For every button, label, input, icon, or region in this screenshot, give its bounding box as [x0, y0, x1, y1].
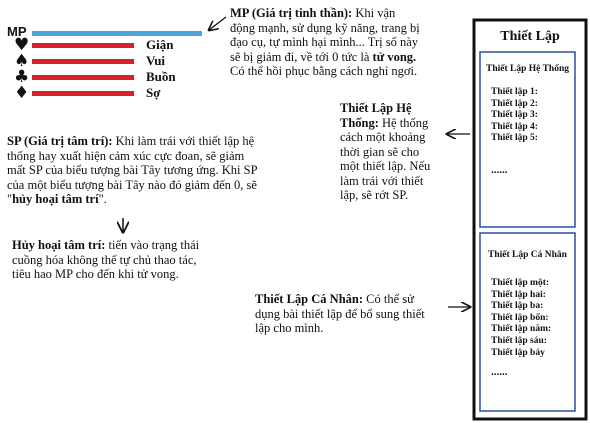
personal-note-title: Thiết Lập Cá Nhân:: [255, 292, 364, 306]
setting-slot: Thiết lập bốn:: [491, 312, 549, 323]
destroy-note-title: Hủy hoại tâm trí:: [12, 238, 106, 252]
emotion-label: Giận: [146, 37, 174, 52]
setting-slot: Thiết lập năm:: [491, 324, 552, 335]
emotion-bar: [32, 43, 134, 48]
emotion-label: Buồn: [146, 69, 176, 84]
setting-slot: Thiết lập 3:: [491, 110, 538, 121]
emotion-bar: [32, 91, 134, 96]
mp-label: MP: [7, 24, 27, 39]
mp-bar: [32, 31, 202, 36]
emotion-label: Vui: [146, 53, 166, 68]
diamond-icon: ♦: [14, 83, 30, 103]
personal-items-list: [491, 278, 551, 359]
sp-note-title: SP (Giá trị tâm trí):: [7, 134, 113, 148]
setting-slot: Thiết lập bảy: [491, 347, 545, 358]
system-items-list: [491, 87, 538, 145]
emotion-bar: [32, 75, 134, 80]
setting-slot: Thiết lập sáu:: [491, 335, 547, 346]
setting-slot: Thiết lập 5:: [491, 133, 538, 144]
personal-more: ......: [491, 366, 508, 378]
personal-box-title: Thiết Lập Cá Nhân: [488, 250, 567, 260]
setting-slot: Thiết lập 1:: [491, 87, 538, 97]
setting-slot: Thiết lập 4:: [491, 121, 538, 132]
system-more: ......: [491, 164, 508, 176]
spade-icon: ♠: [14, 51, 30, 71]
mp-note: MP (Giá trị tinh thần): Khi vận động mạnh, sử dụng kỹ năng, trang bị đạo cụ, tự mình hại mình... Trị số này sẽ bị giảm đi, về tới 0 tức là tử vong. Có thể hồi phục bằng cách nghỉ ngơi.: [230, 6, 420, 78]
setting-slot: Thiết lập một:: [491, 278, 550, 288]
sp-note: SP (Giá trị tâm trí): Khi làm trái với thiết lập hệ thống hay xuất hiện cảm xúc cực đoan, sẽ giảm mất SP của biểu tượng bài Tây tương ứng. Khi SP của một biểu tượng bài Tây nào đó giảm đến 0, sẽ "hủy hoại tâm trí".: [7, 134, 258, 206]
heart-icon: ♥: [14, 35, 30, 55]
system-box-title: Thiết Lập Hệ Thống: [486, 64, 569, 74]
club-icon: ♣: [14, 67, 30, 87]
destroy-note: Hủy hoại tâm trí: tiến vào trạng thái cuồng hóa không thể tự chủ thao tác, tiêu hao MP cho đến khi tử vong.: [12, 238, 200, 281]
setting-slot: Thiết lập hai:: [491, 289, 546, 300]
mp-arrow: [209, 17, 226, 30]
system-note: Thiết Lập Hệ Thống: Hệ thống cách một khoảng thời gian sẽ cho một thiết lập. Nếu làm trái với thiết lập, sẽ rớt SP.: [340, 101, 431, 202]
personal-note: Thiết Lập Cá Nhân: Có thể sử dụng bài thiết lập để bổ sung thiết lập cho mình.: [255, 292, 425, 335]
panel-title: Thiết Lập: [500, 29, 560, 44]
mp-note-title: MP (Giá trị tinh thần):: [230, 6, 353, 20]
emotion-bar: [32, 59, 134, 64]
setting-slot: Thiết lập ba:: [491, 301, 544, 312]
setting-slot: Thiết lập 2:: [491, 98, 538, 109]
emotion-label: Sợ: [146, 85, 161, 100]
